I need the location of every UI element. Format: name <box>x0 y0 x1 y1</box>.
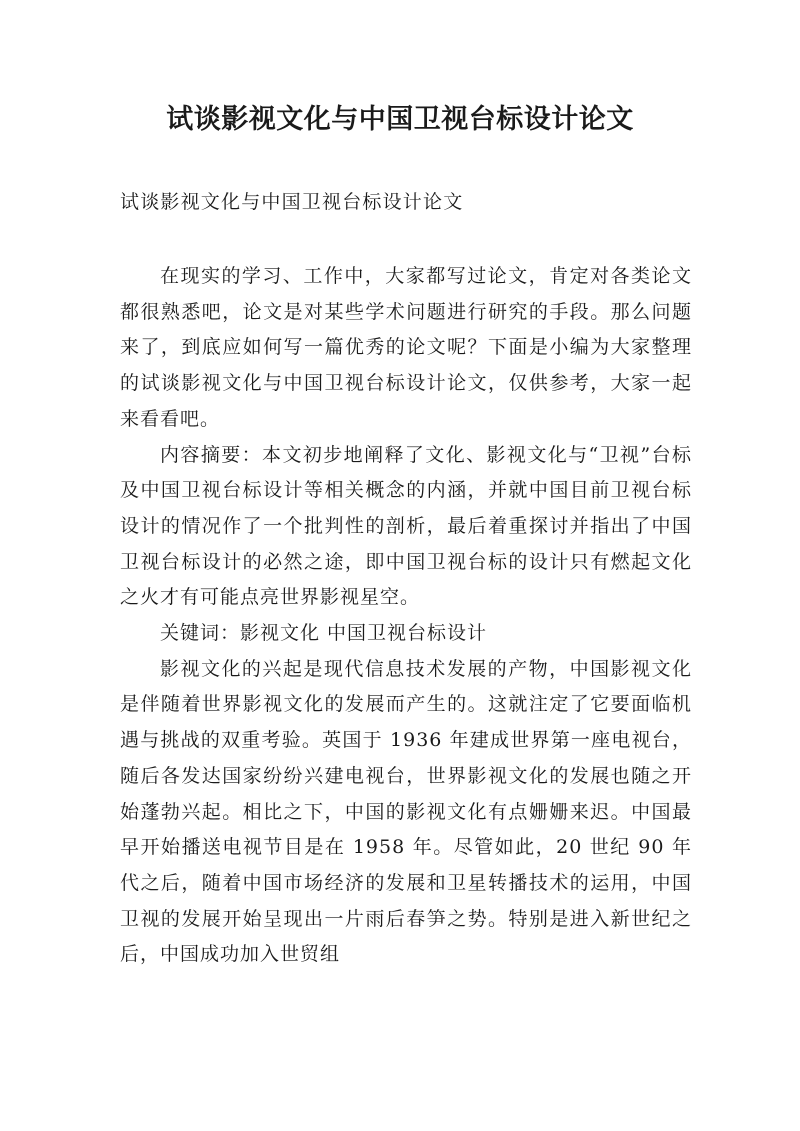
document-subtitle: 试谈影视文化与中国卫视台标设计论文 <box>120 191 464 213</box>
document-body <box>120 259 692 973</box>
document-title: 试谈影视文化与中国卫视台标设计论文 <box>166 104 634 135</box>
keywords-paragraph: 关键词：影视文化 中国卫视台标设计 <box>160 622 488 645</box>
intro-paragraph: 在现实的学习、工作中，大家都写过论文，肯定对各类论文都很熟悉吧，论文是对某些学术问题进行研究的手段。那么问题来了，到底应如何写一篇优秀的论文呢？下面是小编为大家整理的试谈影视文化与中国卫视台标设计论文，仅供参考，大家一起来看看吧。 <box>120 265 692 430</box>
body-paragraph: 影视文化的兴起是现代信息技术发展的产物，中国影视文化是伴随着世界影视文化的发展而产生的。这就注定了它要面临机遇与挑战的双重考验。英国于 1936 年建成世界第一座电视台，随后各发达国家纷纷兴建电视台，世界影视文化的发展也随之开始蓬勃兴起。相比之下，中国的影视文化有点姗姗来迟。中国最早开始播送电视节目是在 1958 年。尽管如此，20 世纪 90 年代之后，随着中国市场经济的发展和卫星转播技术的运用，中国卫视的发展开始呈现出一片雨后春笋之势。特别是进入新世纪之后，中国成功加入世贸组 <box>120 657 692 966</box>
abstract-paragraph: 内容摘要：本文初步地阐释了文化、影视文化与“卫视”台标及中国卫视台标设计等相关概念的内涵，并就中国目前卫视台标设计的情况作了一个批判性的剖析，最后着重探讨并指出了中国卫视台标设计的必然之途，即中国卫视台标的设计只有燃起文化之火才有可能点亮世界影视星空。 <box>120 443 692 609</box>
